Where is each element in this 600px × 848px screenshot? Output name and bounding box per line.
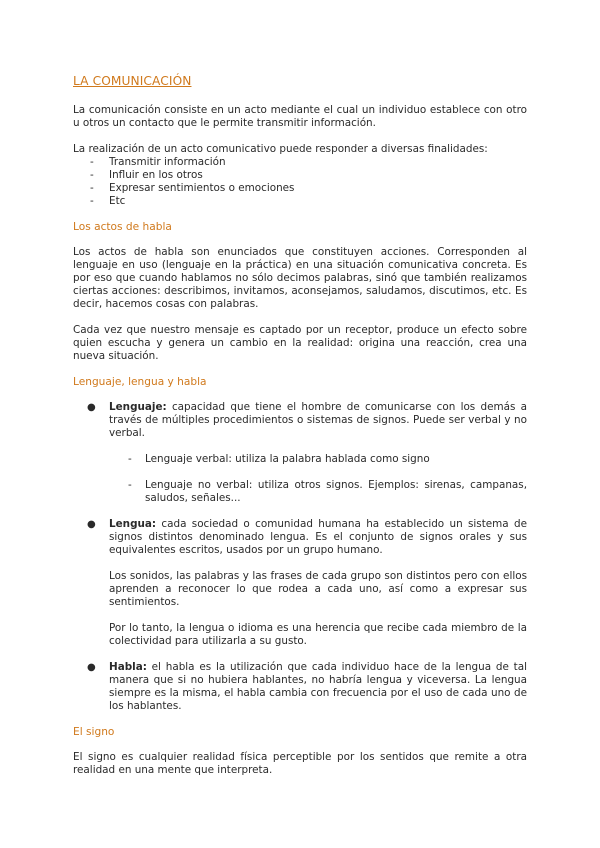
term-habla: Habla: — [109, 661, 147, 673]
lengua-paragraph-3: Por lo tanto, la lengua o idioma es una herencia que recibe cada miembro de la colectividad para utilizarla a su gusto. — [109, 622, 527, 647]
section-heading-lenguaje: Lenguaje, lengua y habla — [73, 376, 207, 388]
list-item: - Lenguaje verbal: utiliza la palabra hablada como signo — [128, 453, 430, 465]
term-lengua: Lengua: — [109, 518, 157, 530]
bullet-lenguaje — [73, 401, 527, 505]
bullet-habla — [73, 661, 527, 713]
term-lenguaje: Lenguaje: — [109, 401, 167, 413]
definition-lenguaje: capacidad que tiene el hombre de comunicarse con los demás a través de múltiples procedimientos o sistemas de signos. Puede ser verbal y no verbal. — [109, 401, 527, 439]
list-item: - Expresar sentimientos o emociones — [90, 182, 295, 194]
bullet-dot-icon: ● — [87, 402, 96, 413]
document-title: LA COMUNICACIÓN — [73, 74, 192, 88]
list-item: - Influir en los otros — [90, 169, 203, 181]
finalidades-intro: La realización de un acto comunicativo puede responder a diversas finalidades: — [73, 143, 488, 155]
section-heading-actos: Los actos de habla — [73, 221, 172, 233]
bullet-dot-icon: ● — [87, 519, 96, 530]
definition-lengua: cada sociedad o comunidad humana ha establecido un sistema de signos distintos denominado lengua. Es el conjunto de signos orales y sus equivalentes escritos, usados por un grupo humano. — [109, 518, 527, 556]
lenguaje-sub-list — [109, 453, 527, 505]
finalidades-list — [73, 156, 527, 208]
lenguaje-bullet-list — [73, 401, 527, 713]
actos-paragraph-1: Los actos de habla son enunciados que constituyen acciones. Corresponden al lenguaje en uso (lenguaje en la práctica) en una situación comunicativa concreta. Es por eso que cuando hablamos no sólo decimos palabras, sinó que también realizamos ciertas acciones: describimos, invitamos, aconsejamos, saludamos, discutimos, etc. Es decir, hacemos cosas con palabras. — [73, 246, 527, 310]
list-item: - Transmitir información — [90, 156, 226, 168]
list-item: - Lenguaje no verbal: utiliza otros signos. Ejemplos: sirenas, campanas, saludos, señales... — [128, 479, 527, 504]
document-body — [73, 74, 527, 790]
bullet-dot-icon: ● — [87, 662, 96, 673]
actos-paragraph-2: Cada vez que nuestro mensaje es captado por un receptor, produce un efecto sobre quien escucha y genera un cambio en la realidad: origina una reacción, crea una nueva situación. — [73, 324, 527, 362]
intro-paragraph: La comunicación consiste en un acto mediante el cual un individuo establece con otro u otros un contacto que le permite transmitir información. — [73, 104, 527, 129]
list-item: - Etc — [90, 195, 126, 207]
section-heading-signo: El signo — [73, 726, 115, 738]
signo-paragraph: El signo es cualquier realidad física perceptible por los sentidos que remite a otra realidad en una mente que interpreta. — [73, 751, 527, 776]
definition-habla: el habla es la utilización que cada individuo hace de la lengua de tal manera que si no hubiera hablantes, no habría lengua y viceversa. La lengua siempre es la misma, el habla cambia con frecuencia por el uso de cada uno de los hablantes. — [109, 661, 527, 712]
bullet-lengua — [73, 518, 527, 648]
lengua-paragraph-2: Los sonidos, las palabras y las frases de cada grupo son distintos pero con ellos aprenden a reconocer lo que rodea a cada uno, así como a expresar sus sentimientos. — [109, 570, 527, 608]
